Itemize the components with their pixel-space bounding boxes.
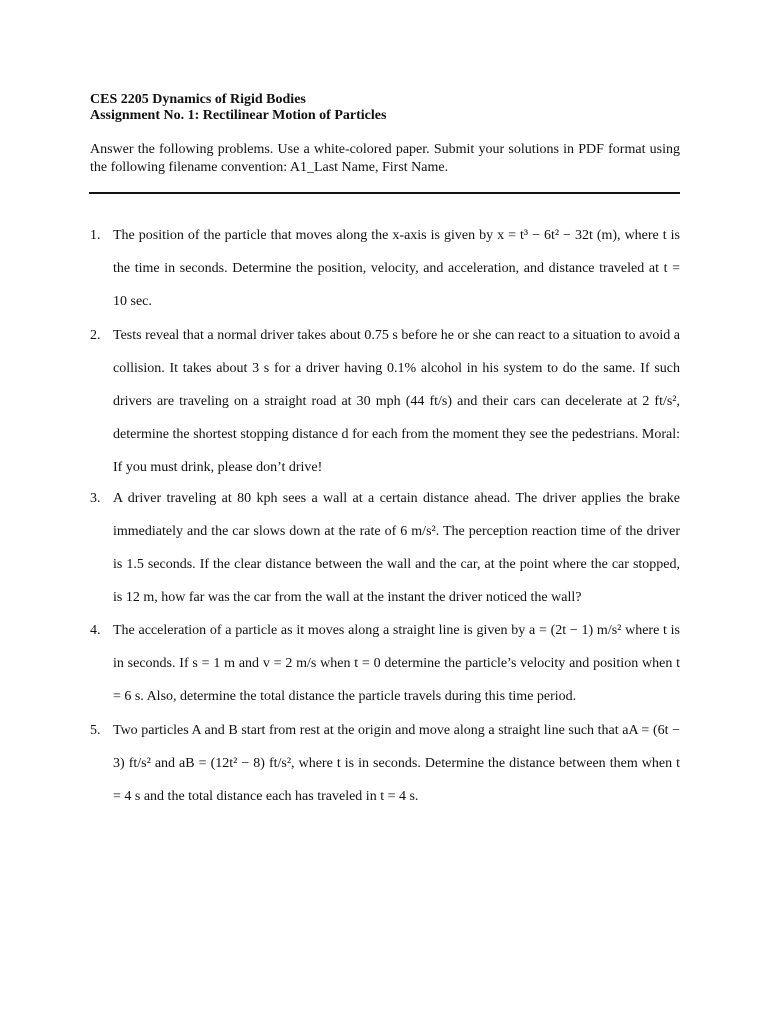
problem-number: 5.: [90, 723, 101, 738]
course-title: CES 2205 Dynamics of Rigid Bodies: [90, 92, 306, 107]
problem-text: The acceleration of a particle as it moves along a straight line is given by a = (2t − 1) m/s² where t is in seconds. If s = 1 m and v = 2 m/s when t = 0 determine the particle’s velocity and position when t = 6 s. Also, determine the total distance the particle travels during this time period.: [113, 623, 680, 704]
instructions-paragraph: Answer the following problems. Use a white-colored paper. Submit your solutions in PDF format using the following filename convention: A1_Last Name, First Name.: [90, 142, 680, 175]
document-header: [90, 92, 690, 124]
problem-text: Tests reveal that a normal driver takes about 0.75 s before he or she can react to a situation to avoid a collision. It takes about 3 s for a driver having 0.1% alcohol in his system to do the same. If such drivers are traveling on a straight road at 30 mph (44 ft/s) and their cars can decelerate at 2 ft/s², determine the shortest stopping distance d for each from the moment they see the pedestrians. Moral: If you must drink, please don’t drive!: [113, 328, 680, 475]
assignment-title: Assignment No. 1: Rectilinear Motion of Particles: [90, 108, 387, 123]
problem-number: 2.: [90, 328, 101, 343]
problem-number: 1.: [90, 228, 101, 243]
problem-text: A driver traveling at 80 kph sees a wall at a certain distance ahead. The driver applies the brake immediately and the car slows down at the rate of 6 m/s². The perception reaction time of the driver is 1.5 seconds. If the clear distance between the wall and the car, at the point where the car stopped, is 12 m, how far was the car from the wall at the instant the driver noticed the wall?: [113, 491, 680, 605]
problem-text: The position of the particle that moves along the x-axis is given by x = t³ − 6t² − 32t (m), where t is the time in seconds. Determine the position, velocity, and acceleration, and distance traveled at t = 10 sec.: [113, 228, 680, 309]
divider-rule: [89, 192, 680, 194]
problem-number: 3.: [90, 491, 101, 506]
problem-text: Two particles A and B start from rest at the origin and move along a straight line such that aA = (6t − 3) ft/s² and aB = (12t² − 8) ft/s², where t is in seconds. Determine the distance between them when t = 4 s and the total distance each has traveled in t = 4 s.: [113, 723, 680, 804]
problem-number: 4.: [90, 623, 101, 638]
